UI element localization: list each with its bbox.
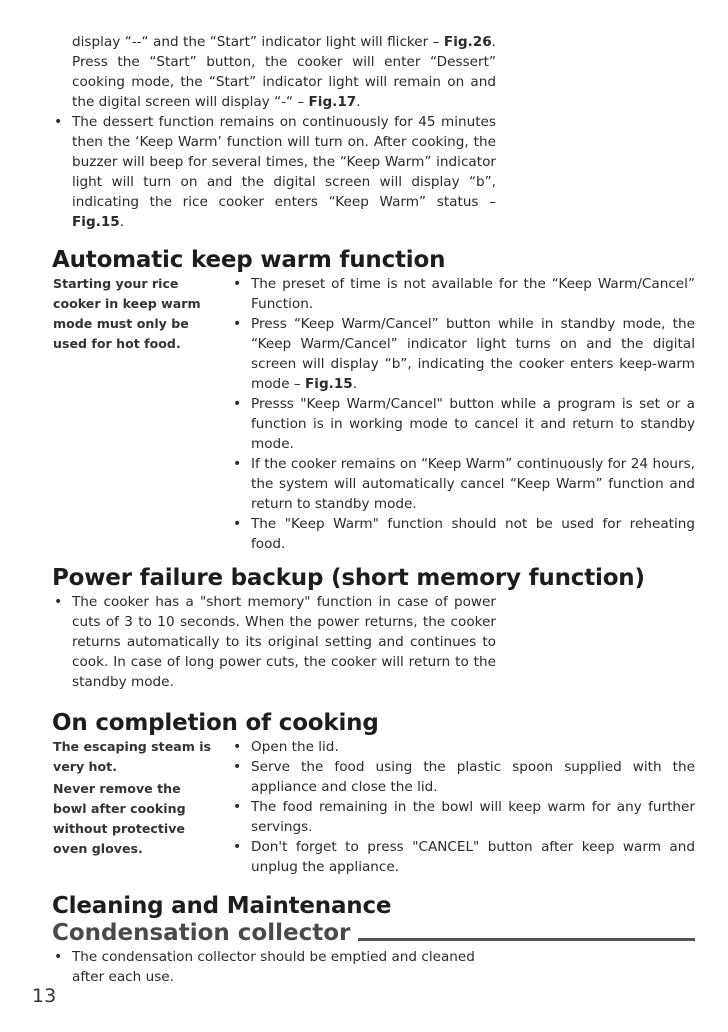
keep-warm-note-text: Starting your rice cooker in keep warm mode must only be used for hot food. — [53, 276, 201, 351]
list-item: • If the cooker remains on “Keep Warm” continuously for 24 hours, the system will automatically cancel “Keep Warm” function and return to standby mode. — [231, 454, 695, 514]
completion-heading: On completion of cooking — [52, 710, 379, 736]
intro-continuation — [52, 32, 496, 112]
subheading-rule — [358, 938, 695, 941]
condensation-subheading-row — [52, 919, 695, 947]
page-number: 13 — [32, 985, 57, 1007]
intro-section — [52, 32, 496, 232]
power-failure-section — [52, 592, 496, 692]
list-item: • The preset of time is not available for the “Keep Warm/Cancel” Function. — [231, 274, 695, 314]
keep-warm-note — [53, 274, 213, 354]
keep-warm-heading: Automatic keep warm function — [52, 247, 446, 273]
intro-text-b: . Press the “Start” button, the cooker will enter “Dessert” cooking mode, the “Start” indicator light will remain on and the digital screen will display “-“ – — [72, 34, 496, 110]
bullet-text: The dessert function remains on continuously for 45 minutes then the ‘Keep Warm’ function will turn on. After cooking, the buzzer will beep for several times, the “Keep Warm” indicator light will turn on and the digital screen will display “b”, indicating the rice cooker enters “Keep Warm” status – — [72, 114, 496, 210]
intro-text-a: display “--“ and the “Start” indicator light will flicker – — [72, 34, 444, 50]
cleaning-section — [52, 947, 496, 987]
power-failure-heading: Power failure backup (short memory function) — [52, 565, 645, 591]
fig-reference: Fig.26 — [443, 34, 492, 50]
list-item: • Serve the food using the plastic spoon supplied with the appliance and close the lid. — [231, 757, 695, 797]
list-item-text-end: . — [352, 376, 358, 392]
list-item — [231, 314, 695, 394]
list-item: • The cooker has a "short memory" function in case of power cuts of 3 to 10 seconds. When the power returns, the cooker returns automatically to its original setting and continues to cook. In case of long power cuts, the cooker will return to the standby mode. — [52, 592, 496, 692]
keep-warm-list — [231, 274, 695, 554]
fig-reference: Fig.17 — [308, 94, 357, 110]
cleaning-heading: Cleaning and Maintenance — [52, 893, 392, 919]
list-item: • The food remaining in the bowl will keep warm for any further servings. — [231, 797, 695, 837]
completion-note-steam: The escaping steam is very hot. — [53, 739, 212, 774]
list-item: • The "Keep Warm" function should not be used for reheating food. — [231, 514, 695, 554]
fig-reference: Fig.15 — [305, 376, 353, 392]
fig-reference: Fig.15 — [72, 214, 120, 230]
completion-list — [231, 737, 695, 877]
intro-text-c: . — [356, 94, 361, 110]
list-item-text: Press “Keep Warm/Cancel” button while in standby mode, the “Keep Warm/Cancel” indicator light turns on and the digital screen will display “b”, indicating the cooker enters keep-warm mode – — [251, 316, 695, 392]
list-item: • The condensation collector should be emptied and cleaned after each use. — [52, 947, 496, 987]
bullet-text-end: . — [119, 214, 125, 230]
list-item: • Open the lid. — [231, 737, 695, 757]
completion-note-gloves: Never remove the bowl after cooking without protective oven gloves. — [53, 781, 186, 856]
list-item: • Presss "Keep Warm/Cancel" button while a program is set or a function is in working mode to cancel it and return to standby mode. — [231, 394, 695, 454]
completion-notes — [53, 737, 218, 859]
list-item: • Don't forget to press "CANCEL" button after keep warm and unplug the appliance. — [231, 837, 695, 877]
dessert-bullet — [52, 112, 496, 232]
condensation-subheading: Condensation collector — [52, 920, 351, 946]
